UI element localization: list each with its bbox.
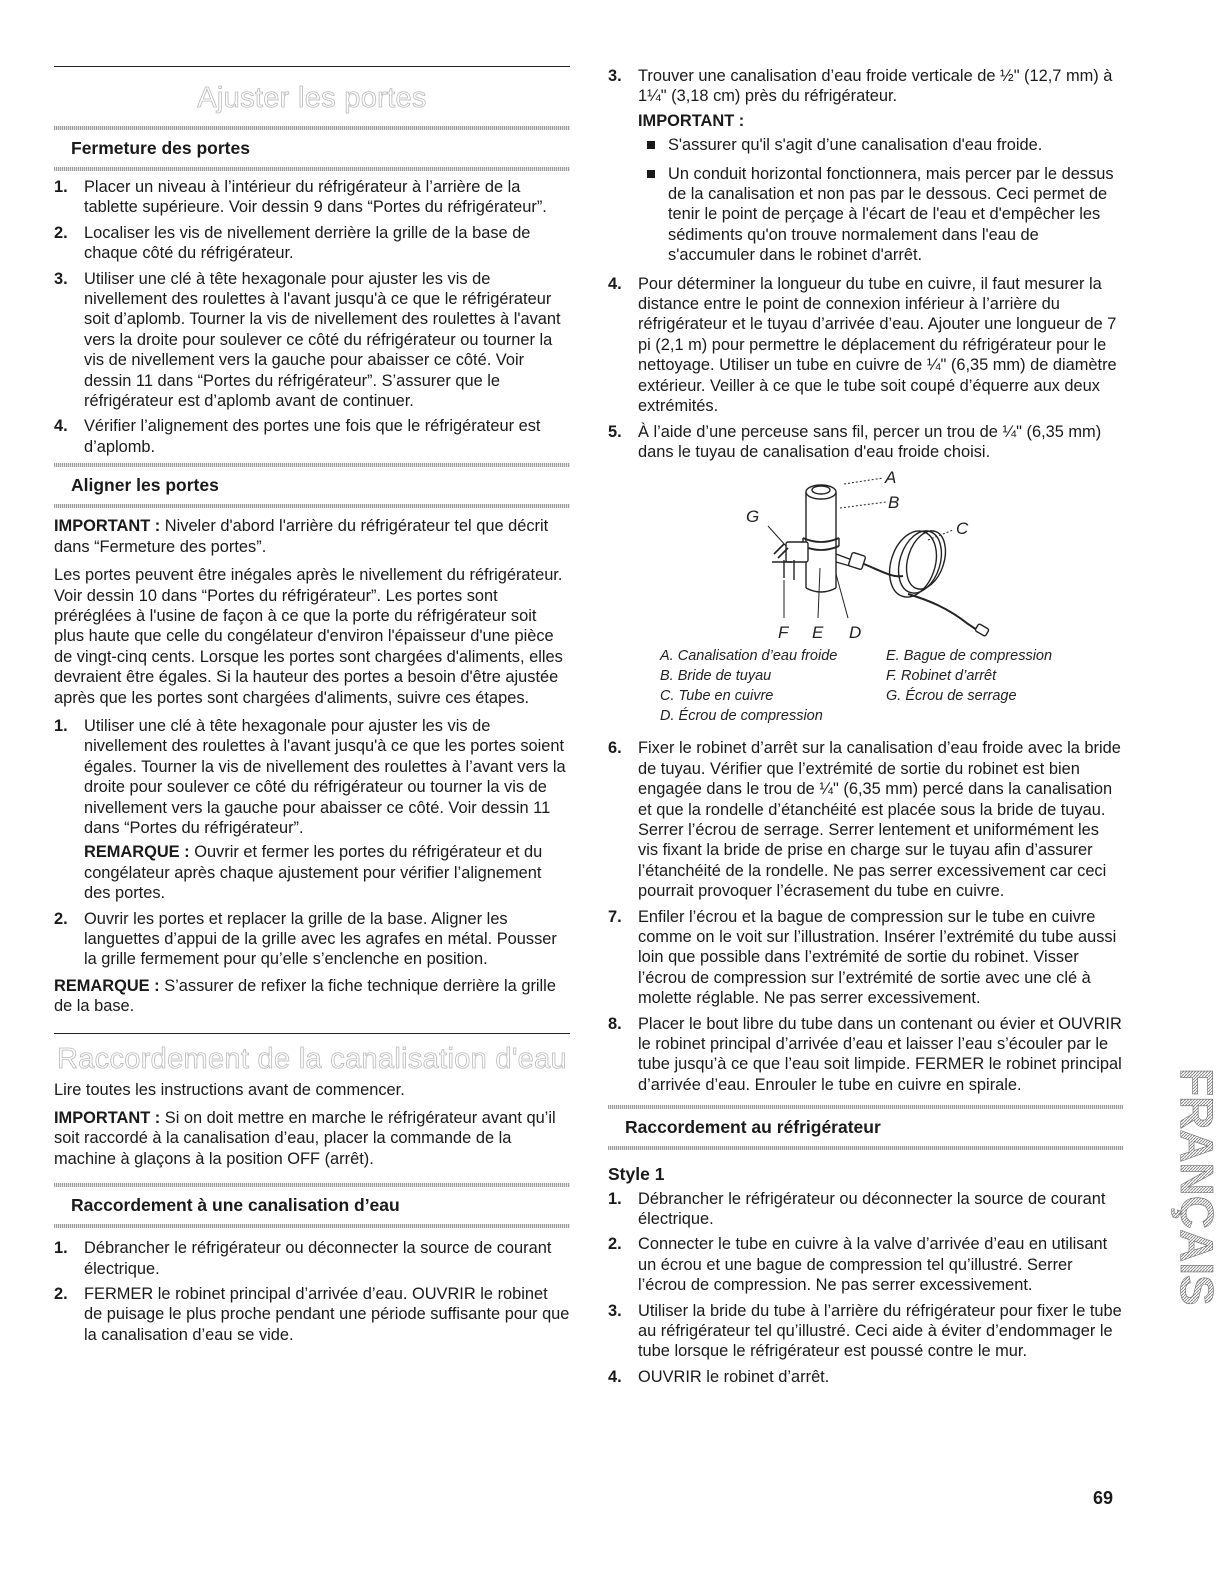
legend-item: E. Bague de compression (886, 648, 1053, 665)
important-label: IMPORTANT : (54, 1109, 161, 1128)
step-number: 1. (54, 716, 68, 735)
legend-item: B. Bride de tuyau (660, 668, 772, 685)
step-text: Enfiler l’écrou et la bague de compression sur le tube en cuivre comme on le voit sur l’illustration. Insérer l’extrémité du tube aussi loin que possible dans l’extrémité de sortie du robinet. Visser l’écrou de compression sur l’extrémité de sortie avec une clé à molette réglable. Ne pas serrer excessivement. (638, 907, 1117, 1008)
step-text: Localiser les vis de nivellement derrière la grille de la base de chaque côté du réfrigérateur. (84, 223, 531, 263)
step-number: 2. (608, 1235, 622, 1254)
step-text: Connecter le tube en cuivre à la valve d’arrivée d’eau en utilisant un écrou et une bague de compression tel qu’illustré. Serrer l’écrou de compression. Ne pas serrer excessivement. (638, 1235, 1108, 1295)
step-number: 4. (608, 274, 622, 293)
list-item (54, 1238, 570, 1279)
step-number: 1. (54, 1239, 68, 1258)
list-item (608, 66, 1123, 266)
legend-item: F. Robinet d’arrêt (886, 668, 997, 685)
list-item (54, 177, 570, 218)
section-intro: Lire toutes les instructions avant de commencer. (54, 1080, 405, 1099)
step-number: 6. (608, 739, 622, 758)
step-number: 3. (54, 269, 68, 288)
list-item (608, 1189, 1123, 1230)
section-rule (54, 1033, 570, 1034)
subsection-title-aligner: Aligner les portes (71, 475, 219, 496)
page-number: 69 (1093, 1488, 1114, 1508)
section-title-ajuster: Ajuster les portes (197, 82, 427, 114)
callout-b: B (888, 493, 900, 513)
step-number: 2. (54, 909, 68, 928)
legend-item: A. Canalisation d’eau froide (660, 648, 838, 665)
legend-item: G. Écrou de serrage (886, 688, 1017, 705)
step-text: Débrancher le réfrigérateur ou déconnecter la source de courant électrique. (84, 1239, 552, 1278)
step-text: Vérifier l’alignement des portes une fois que le réfrigérateur est d’aplomb. (84, 417, 541, 456)
section-rule (54, 66, 570, 67)
step-number: 8. (608, 1014, 622, 1033)
bullet-item: Un conduit horizontal fonctionnera, mais percer par le dessus de la canalisation et non pas par le dessous. Ceci permet de tenir le point de perçage à l'écart de l'eau et d'empêcher les sédiments qu'on trouve normalement dans l'eau de s'accumuler dans le robinet d'arrêt. (638, 164, 1123, 266)
step-text: Pour déterminer la longueur du tube en cuivre, il faut mesurer la distance entre le point de connexion inférieur à l’arrière du réfrigérateur et le tuyau d’arrivée d’eau. Ajouter une longueur de 7 pi (2,1 m) pour permettre le déplacement du réfrigérateur pour le nettoyage. Utiliser un tube en cuivre de ¼" (6,35 mm) de diamètre extérieur. Veiller à ce que le tube soit coupé d’équerre aux deux extrémités. (638, 274, 1117, 416)
remark (84, 842, 570, 903)
important-text: Si on doit mettre en marche le réfrigérateur avant qu’il soit raccordé à la canalisation d’eau, placer la commande de la machine à glaçons à la position OFF (arrêt). (54, 1109, 556, 1168)
remark-text: Ouvrir et fermer les portes du réfrigérateur et du congélateur après chaque ajustement pour vérifier l’alignement des portes. (84, 843, 543, 903)
step-text: Débrancher le réfrigérateur ou déconnecter la source de courant électrique. (638, 1189, 1106, 1229)
list-item (54, 716, 570, 904)
fermeture-steps (54, 177, 570, 457)
remark-text: S’assurer de refixer la fiche technique derrière la grille de la base. (54, 976, 556, 1016)
language-side-tab (1147, 1068, 1223, 1358)
canalisation-steps-final (608, 738, 1123, 1095)
step-text: À l’aide d’une perceuse sans fil, percer un trou de ¼" (6,35 mm) dans le tuyau de canalisation d'eau froide choisi. (638, 422, 1102, 461)
step-number: 3. (608, 1301, 622, 1320)
callout-g: G (746, 507, 760, 527)
list-item (608, 1014, 1123, 1096)
list-item (608, 422, 1123, 463)
list-item (54, 416, 570, 457)
hatch-divider (54, 463, 570, 467)
legend-item: C. Tube en cuivre (660, 688, 774, 705)
list-item (608, 1234, 1123, 1295)
list-item (608, 274, 1123, 417)
hatch-divider (608, 1105, 1123, 1109)
list-item (608, 1367, 1123, 1387)
list-item (54, 223, 570, 264)
step-text: FERMER le robinet principal d’arrivée d’eau. OUVRIR le robinet de puisage le plus proche pendant une période suffisante pour que la canalisation d’eau se vide. (84, 1285, 570, 1344)
important-label: IMPORTANT : (638, 111, 745, 130)
list-item (608, 907, 1123, 1009)
right-column (608, 66, 1123, 1393)
list-item (608, 738, 1123, 901)
step-number: 4. (54, 417, 68, 436)
step-text: Utiliser la bride du tube à l’arrière du réfrigérateur pour fixer le tube au réfrigérateur tel qu’illustré. Ceci aide à éviter d’endommager le tube lorsque le réfrigérateur est poussé contre le mur. (638, 1301, 1122, 1361)
language-label: FRANÇAIS (1171, 1068, 1223, 1306)
step-text: Utiliser une clé à tête hexagonale pour ajuster les vis de nivellement des roulettes à l'avant jusqu'à ce que les portes soient égales. Tourner la vis de nivellement des roulettes à l’avant vers la droite pour soulever ce côté du réfrigérateur ou tourner la vis de nivellement vers la gauche pour abaisser ce côté. Voir dessin 11 dans “Portes du réfrigérateur”. (84, 716, 566, 837)
hatch-divider (54, 126, 570, 130)
list-item (608, 1301, 1123, 1362)
figure-legend (608, 646, 1123, 726)
hatch-divider (54, 1224, 570, 1228)
canalisation-steps (54, 1238, 570, 1345)
hatch-divider (54, 167, 570, 171)
aligner-remark (54, 976, 570, 1017)
shutoff-valve-illustration (608, 468, 1123, 644)
step-text: Placer le bout libre du tube dans un contenant ou évier et OUVRIR le robinet principal d’arrivée d’eau et laisser l’eau s’écouler par le tube jusqu’à ce que l’eau soit limpide. FERMER le robinet principal d’arrivée d’eau. Enrouler le tube en cuivre en spirale. (638, 1014, 1122, 1094)
step-number: 4. (608, 1367, 622, 1386)
remark-label: REMARQUE : (84, 843, 190, 862)
section-title-raccordement: Raccordement de la canalisation d'eau (57, 1042, 567, 1075)
step-number: 5. (608, 422, 622, 441)
callout-a: A (885, 468, 897, 488)
language-tab-text (1147, 1068, 1223, 1358)
aligner-important (54, 516, 570, 557)
subsection-title-fermeture: Fermeture des portes (71, 138, 250, 158)
callout-d: D (849, 623, 862, 643)
step-text: Placer un niveau à l’intérieur du réfrigérateur à l’arrière de la tablette supérieure. Voir dessin 9 dans “Portes du réfrigérateur”. (84, 178, 547, 217)
hatch-divider (54, 504, 570, 508)
step-number: 2. (54, 1285, 68, 1304)
style-steps (608, 1189, 1123, 1388)
subsection-title-refrigerateur: Raccordement au réfrigérateur (625, 1117, 881, 1138)
important-label: IMPORTANT : (54, 517, 161, 536)
step-text: Fixer le robinet d’arrêt sur la canalisation d’eau froide avec la bride de tuyau. Vérifier que l’extrémité de sortie du robinet est bien engagée dans le trou de ¼" (6,35 mm) percé dans la canalisation et que la rondelle d’étanchéité est placée sous la bride de tuyau. Serrer l’écrou de serrage. Serrer lentement et uniformément les vis fixant la bride de prise en charge sur le tuyau afin d’assurer l’étanchéité de la rondelle. Ne pas serrer excessivement car ceci pourrait provoquer l’écrasement du tube en cuivre. (638, 739, 1121, 901)
step-number: 7. (608, 907, 622, 926)
callout-e: E (812, 623, 824, 643)
step-number: 1. (54, 178, 68, 196)
hatch-divider (608, 1146, 1123, 1150)
list-item (54, 269, 570, 412)
hatch-divider (54, 1183, 570, 1187)
list-item (54, 909, 570, 970)
style-label: Style 1 (608, 1164, 665, 1185)
left-column (54, 66, 570, 1351)
canalisation-steps-continued (608, 66, 1123, 462)
step-text: Trouver une canalisation d’eau froide verticale de ½" (12,7 mm) à 1¼" (3,18 cm) près du réfrigérateur. (638, 67, 1113, 106)
legend-item (886, 706, 1116, 726)
callout-c: C (956, 519, 969, 539)
remark-label: REMARQUE : (54, 976, 160, 995)
callout-f: F (778, 623, 789, 643)
step-text: Utiliser une clé à tête hexagonale pour ajuster les vis de nivellement des roulettes à l'avant jusqu'à ce que le réfrigérateur soit d’aplomb. Tourner la vis de nivellement des roulettes à l'avant vers la droite pour soulever ce côté du réfrigérateur ou tourner la vis de nivellement vers la gauche pour abaisser ce côté. Voir dessin 11 dans “Portes du réfrigérateur”. S’assurer que le réfrigérateur est d’aplomb avant de continuer. (84, 269, 561, 411)
list-item (54, 1284, 570, 1345)
subsection-title-canalisation: Raccordement à une canalisation d’eau (71, 1195, 400, 1216)
important-text: Niveler d'abord l'arrière du réfrigérateur tel que décrit dans “Fermeture des portes”. (54, 517, 549, 556)
step-number: 3. (608, 67, 622, 85)
step-number: 2. (54, 223, 68, 242)
section-important (54, 1108, 570, 1169)
shutoff-valve-drawing (608, 468, 1123, 644)
aligner-steps (54, 716, 570, 970)
step-text: OUVRIR le robinet d’arrêt. (638, 1367, 830, 1386)
step-text: Ouvrir les portes et replacer la grille de la base. Aligner les languettes d’appui de la grille avec les agrafes en métal. Pousser la grille fermement pour qu’elle s’enclenche en position. (84, 909, 557, 969)
aligner-paragraph: Les portes peuvent être inégales après le nivellement du réfrigérateur. Voir dessin 10 dans “Portes du réfrigérateur”. Les portes sont préréglées à l'usine de façon à ce que la porte du réfrigérateur soit plus haute que celle du congélateur d'environ l'épaisseur d'une pièce de vingt-cinq cents. Lorsque les portes sont chargées d'aliments, elles devraient être égales. Si la hauteur des portes a besoin d'être ajustée après que les portes sont chargées d'aliments, suivre ces étapes. (54, 566, 563, 707)
bullet-item: S'assurer qu'il s'agit d’une canalisation d'eau froide. (638, 135, 1123, 155)
important-bullets (638, 135, 1123, 265)
legend-item: D. Écrou de compression (660, 708, 823, 725)
step-number: 1. (608, 1189, 622, 1208)
